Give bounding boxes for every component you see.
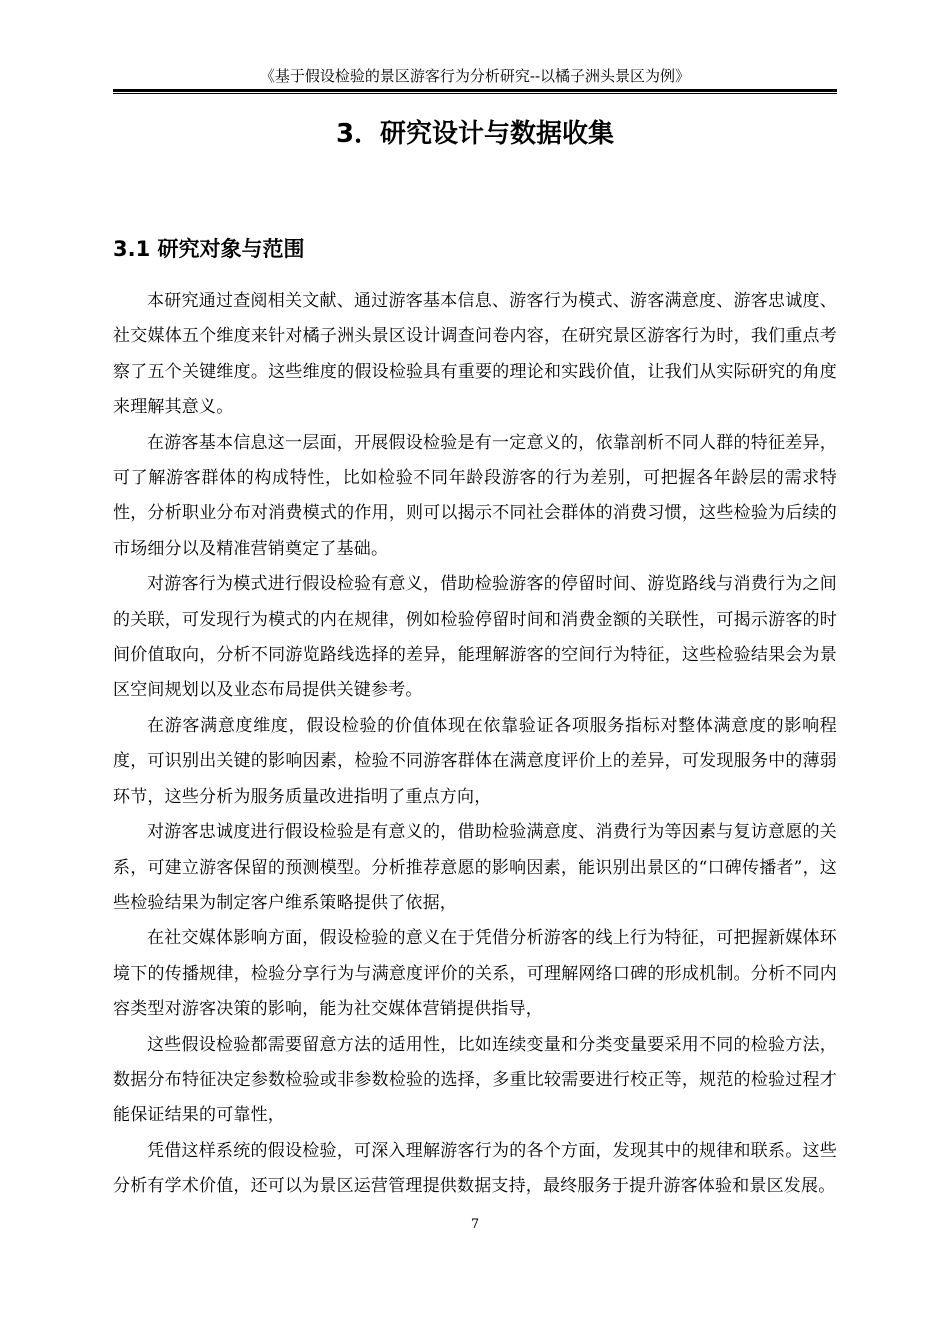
header-divider xyxy=(113,89,837,94)
paragraph-satisfaction: 在游客满意度维度，假设检验的价值体现在依靠验证各项服务指标对整体满意度的影响程度，可识别出关键的影响因素，检验不同游客群体在满意度评价上的差异，可发现服务中的薄弱环节，这些分析为服务质量改进指明了重点方向， xyxy=(113,715,837,807)
paragraph-loyalty: 对游客忠诚度进行假设检验是有意义的，借助检验满意度、消费行为等因素与复访意愿的关系，可建立游客保留的预测模型。分析推荐意愿的影响因素，能识别出景区的“口碑传播者”，这些检验结果为制定客户维系策略提供了依据， xyxy=(113,822,837,913)
paragraph-research-scope: 本研究通过查阅相关文献、通过游客基本信息、游客行为模式、游客满意度、游客忠诚度、社交媒体五个维度来针对橘子洲头景区设计调查问卷内容，在研究景区游客行为时，我们重点考察了五个关键维度。这些维度的假设检验具有重要的理论和实践价值，让我们从实际研究的角度来理解其意义。 xyxy=(113,291,837,418)
paragraph-behavior-pattern: 对游客行为模式进行假设检验有意义，借助检验游客的停留时间、游览路线与消费行为之间的关联，可发现行为模式的内在规律，例如检验停留时间和消费金额的关联性，可揭示游客的时间价值取向，分析不同游览路线选择的差异，能理解游客的空间行为特征，这些检验结果会为景区空间规划以及业态布局提供关键参考。 xyxy=(113,574,837,701)
paragraph-conclusion: 凭借这样系统的假设检验，可深入理解游客行为的各个方面，发现其中的规律和联系。这些分析有学术价值，还可以为景区运营管理提供数据支持，最终服务于提升游客体验和景区发展。 xyxy=(113,1140,837,1197)
section-title: 3.1 研究对象与范围 xyxy=(113,237,305,261)
running-header: 《基于假设检验的景区游客行为分析研究--以橘子洲头景区为例》 xyxy=(259,67,691,85)
body-text xyxy=(113,284,837,1205)
chapter-title: 3．研究设计与数据收集 xyxy=(335,119,615,149)
paragraph-basic-info: 在游客基本信息这一层面，开展假设检验是有一定意义的，依靠剖析不同人群的特征差异，可了解游客群体的构成特性，比如检验不同年龄段游客的行为差别，可把握各年龄层的需求特性，分析职业分布对消费模式的作用，则可以揭示不同社会群体的消费习惯，这些检验为后续的市场细分以及精准营销奠定了基础。 xyxy=(113,432,837,559)
paragraph-social-media: 在社交媒体影响方面，假设检验的意义在于凭借分析游客的线上行为特征，可把握新媒体环境下的传播规律，检验分享行为与满意度评价的关系，可理解网络口碑的形成机制。分析不同内容类型对游客决策的影响，能为社交媒体营销提供指导， xyxy=(113,928,837,1020)
paragraph-method-applicability: 这些假设检验都需要留意方法的适用性，比如连续变量和分类变量要采用不同的检验方法，数据分布特征决定参数检验或非参数检验的选择，多重比较需要进行校正等，规范的检验过程才能保证结果的可靠性， xyxy=(113,1034,837,1126)
page-number: 7 xyxy=(470,1217,480,1232)
